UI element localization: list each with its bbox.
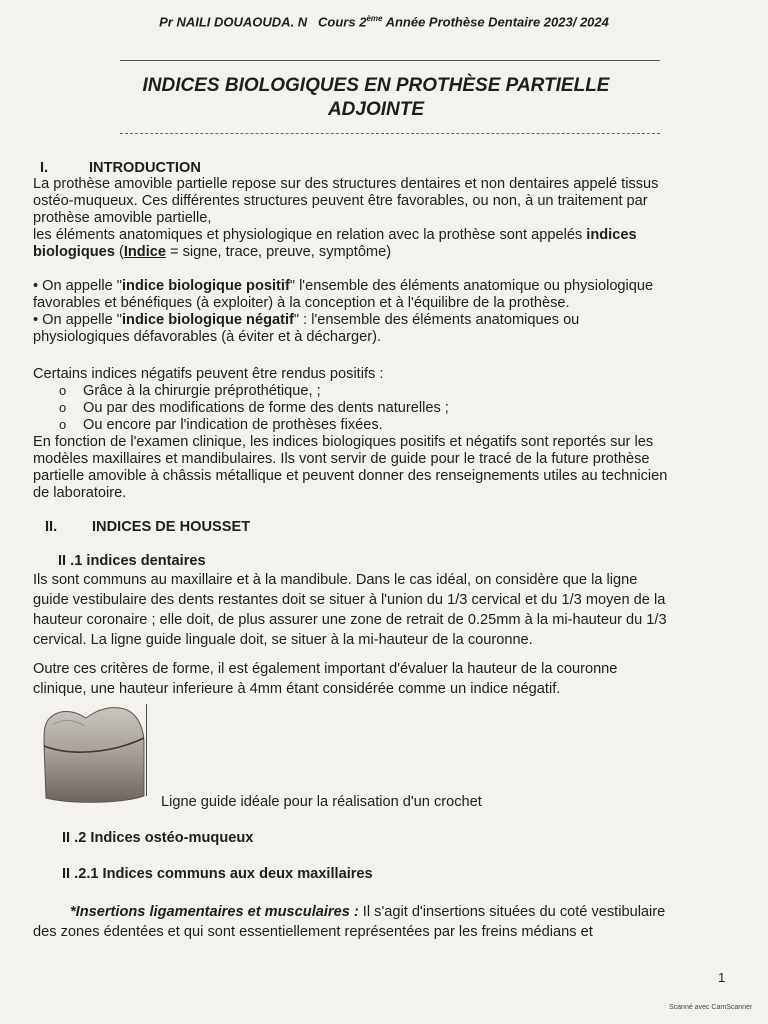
page-title xyxy=(0,74,752,122)
dental-paragraph-1 xyxy=(33,572,733,649)
section-2-number: II. xyxy=(45,519,58,535)
intro-p3-line-2: modèles maxillaires et mandibulaires. Ils vont servir de guide pour le tracé de la future prothèse xyxy=(33,451,650,467)
section-1-number: I. xyxy=(40,160,49,176)
dental-p1-line-4: cervical. La ligne guide linguale doit, se situer à la mi-hauteur de la couronne. xyxy=(33,632,533,648)
list-item: o Ou encore par l'indication de prothèses fixées. xyxy=(56,417,733,434)
list-item: o Ou par des modifications de forme des dents naturelles ; xyxy=(56,400,733,417)
bullet-negative-line-2: physiologiques défavorables (à éviter et à décharger). xyxy=(33,329,382,345)
bullet-negative-term: indice biologique négatif xyxy=(122,312,294,328)
intro-bullets xyxy=(33,278,733,346)
intro-p3-line-1: En fonction de l'examen clinique, les indices biologiques positifs et négatifs sont reportés sur les xyxy=(33,434,654,450)
header-course-suffix: Année Prothèse Dentaire 2023/ 2024 xyxy=(382,14,609,30)
intro-paragraph-2 xyxy=(33,366,733,502)
bullet-positive-rest: " l'ensemble des éléments anatomique ou physiologique xyxy=(289,278,654,294)
intro-p3-line-3: partielle amovible à châssis métallique et peuvent donner des renseignements utiles au technicien xyxy=(33,468,668,484)
page-number: 1 xyxy=(718,970,726,985)
title-line-2: ADJOINTE xyxy=(327,99,425,120)
figure-caption: Ligne guide idéale pour la réalisation d'un crochet xyxy=(161,794,482,810)
subsection-2-1-heading: II .1 indices dentaires xyxy=(58,553,206,569)
intro-circle-list xyxy=(56,383,733,434)
bullet-positive-line-1 xyxy=(33,278,733,295)
header-course-prefix: Cours 2 xyxy=(318,14,367,30)
intro-p1-l5-paren: ( xyxy=(114,244,124,260)
intro-p1-line-2: ostéo-muqueux. Ces différentes structures peuvent être favorables, ou non, à un traitement par xyxy=(33,193,648,209)
intro-p1-line-4 xyxy=(33,227,733,244)
intro-p3-line-4: de laboratoire. xyxy=(33,485,127,501)
intro-paragraph-1 xyxy=(33,176,733,261)
subsection-2-2-heading: II .2 Indices ostéo-muqueux xyxy=(62,830,254,846)
intro-p1-line-1: La prothèse amovible partielle repose sur des structures dentaires et non dentaires appelé tissus xyxy=(33,176,659,192)
scanner-watermark: Scanné avec CamScanner xyxy=(669,1004,753,1011)
header-course-sup: ème xyxy=(366,14,383,23)
dental-p2-line-1: Outre ces critères de forme, il est également important d'évaluer la hauteur de la couronne xyxy=(33,661,618,677)
page-header xyxy=(0,14,768,29)
bullet-negative-rest: " : l'ensemble des éléments anatomiques ou xyxy=(293,312,580,328)
dental-paragraph-2 xyxy=(33,661,733,698)
intro-p1-l5-indice: Indice xyxy=(123,244,166,260)
header-author: Pr NAILI DOUAOUDA. N xyxy=(159,14,308,30)
section-1-heading: INTRODUCTION xyxy=(89,160,201,176)
bullet-positive-line-2: favorables et bénéfiques (à exploiter) à la conception et à l'équilibre de la prothèse. xyxy=(33,295,570,311)
section-2-heading: INDICES DE HOUSSET xyxy=(92,519,251,535)
insertions-paragraph xyxy=(33,904,738,941)
title-line-1: INDICES BIOLOGIQUES EN PROTHÈSE PARTIELLE xyxy=(142,75,610,96)
bullet-positive-prefix: • On appelle " xyxy=(33,278,122,294)
intro-p1-l4-bold: indices xyxy=(586,227,637,243)
header-rule-top xyxy=(120,60,660,61)
insertions-line-2: des zones édentées et qui sont essentiellement représentées par les freins médians et xyxy=(33,924,593,940)
list-item: o Grâce à la chirurgie préprothétique, ; xyxy=(56,383,733,400)
bullet-positive-term: indice biologique positif xyxy=(122,278,290,294)
figure-side-rule xyxy=(146,704,147,796)
dental-p2-line-2: clinique, une hauteur inferieure à 4mm étant considérée comme un indice négatif. xyxy=(33,681,561,697)
intro-p1-l5-bold: biologiques xyxy=(33,244,115,260)
dental-p1-line-3: hauteur coronaire ; elle doit, de plus assurer une zone de retrait de 0.25mm à la mi-hauteur du 1/3 xyxy=(33,612,667,628)
dental-p1-line-1: Ils sont communs au maxillaire et à la mandibule. Dans le cas idéal, on considère que la ligne xyxy=(33,572,638,588)
dental-p1-line-2: guide vestibulaire des dents restantes doit se situer à l'union du 1/3 cervical et du 1/3 moyen de la xyxy=(33,592,666,608)
intro-p1-line-5 xyxy=(33,244,733,261)
bullet-negative-prefix: • On appelle " xyxy=(33,312,122,328)
subsection-2-2-1-heading: II .2.1 Indices communs aux deux maxillaires xyxy=(62,866,373,882)
intro-p2-text: Certains indices négatifs peuvent être rendus positifs : xyxy=(33,366,384,382)
intro-p1-line-3: prothèse amovible partielle, xyxy=(33,210,212,226)
header-rule-bottom xyxy=(120,133,660,134)
tooth-illustration xyxy=(40,704,150,808)
insertions-line-1-text: Il s'agit d'insertions situées du coté vestibulaire xyxy=(362,904,666,920)
insertions-lead: *Insertions ligamentaires et musculaires : xyxy=(70,904,363,920)
bullet-negative-line-1 xyxy=(33,312,733,329)
insertions-line-1 xyxy=(33,904,738,921)
tooth-figure xyxy=(40,704,150,808)
intro-p1-l4-text: les éléments anatomiques et physiologique en relation avec la prothèse sont appelés xyxy=(33,227,587,243)
intro-p1-l5-rest: = signe, trace, preuve, symptôme) xyxy=(165,244,392,260)
